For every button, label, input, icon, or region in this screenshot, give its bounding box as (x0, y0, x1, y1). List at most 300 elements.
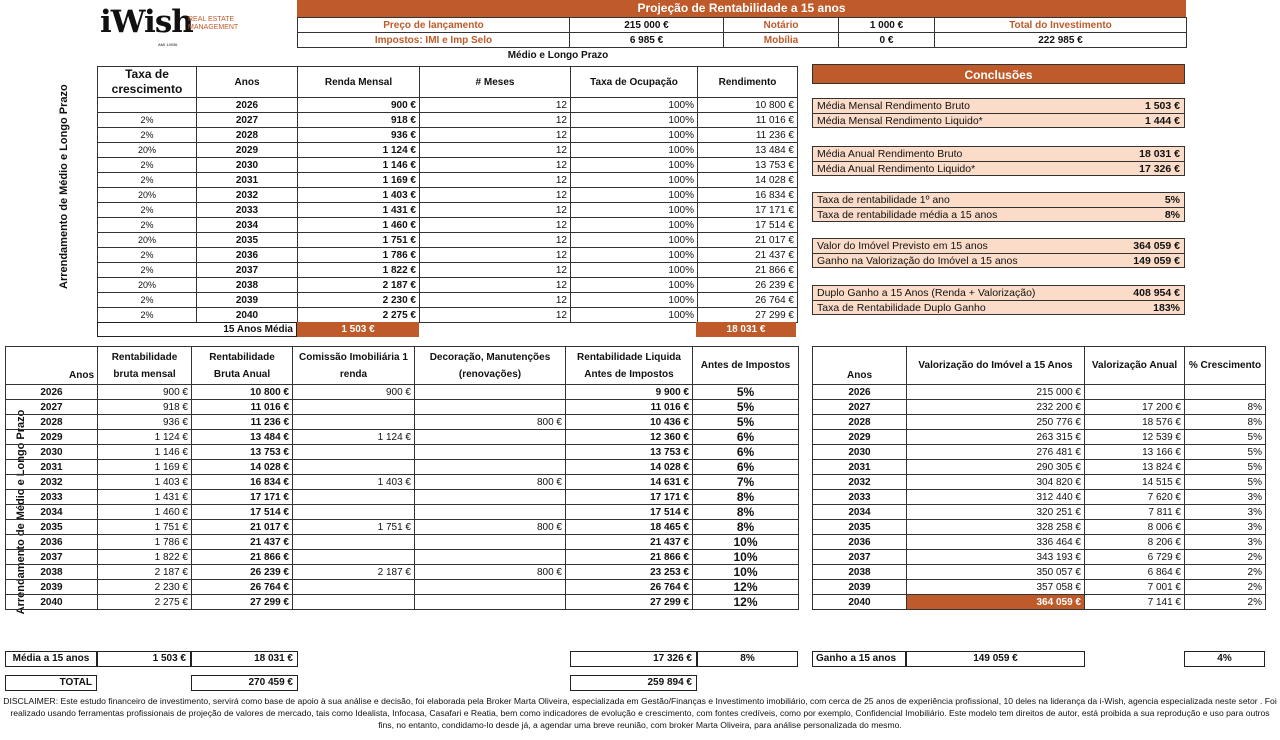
growth-rate-header: Taxa de crescimento (98, 67, 197, 98)
years-header: Anos (197, 67, 298, 98)
occupancy-cell: 100% (571, 143, 698, 158)
growth-rate-cell: 2% (98, 158, 197, 173)
growth-pct-cell: 2% (1185, 580, 1266, 595)
gross-annual-cell: 21 866 € (192, 550, 293, 565)
t3-row (813, 520, 1266, 535)
t1-row (98, 308, 798, 323)
occupancy-cell: 100% (571, 203, 698, 218)
gross-monthly-cell: 936 € (98, 415, 192, 430)
pct-before-tax-cell: 5% (693, 385, 799, 400)
commission-cell (293, 535, 415, 550)
monthly-rent-cell: 1 431 € (298, 203, 420, 218)
valuation-cell: 357 058 € (907, 580, 1085, 595)
conclusion-row (813, 253, 1184, 267)
valuation-header: Valorização do Imóvel a 15 Anos (907, 347, 1085, 385)
occupancy-cell: 100% (571, 278, 698, 293)
income-cell: 10 800 € (698, 98, 798, 113)
year-cell: 2031 (813, 460, 907, 475)
growth-rate-cell: 20% (98, 278, 197, 293)
investment-summary (297, 17, 1187, 48)
occupancy-cell: 100% (571, 113, 698, 128)
months-cell: 12 (420, 203, 571, 218)
growth-rate-cell: 2% (98, 128, 197, 143)
pct-before-tax-cell: 7% (693, 475, 799, 490)
commission-cell: 1 751 € (293, 520, 415, 535)
valuation-cell: 304 820 € (907, 475, 1085, 490)
conclusions-title: Conclusões (812, 64, 1185, 84)
growth-rate-cell (98, 98, 197, 113)
year-cell: 2032 (813, 475, 907, 490)
decoration-cell: 800 € (415, 565, 566, 580)
net-before-tax-cell: 23 253 € (566, 565, 693, 580)
pct-before-tax-cell: 10% (693, 565, 799, 580)
gross-annual-cell: 21 437 € (192, 535, 293, 550)
year-cell: 2026 (813, 385, 907, 400)
t3-row (813, 400, 1266, 415)
monthly-rent-cell: 1 169 € (298, 173, 420, 188)
income-cell: 21 437 € (698, 248, 798, 263)
total-net-before-tax: 259 894 € (570, 675, 697, 691)
monthly-rent-cell: 1 403 € (298, 188, 420, 203)
property-valuation-table (812, 346, 1266, 610)
commission-cell (293, 415, 415, 430)
conclusion-row (813, 193, 1184, 207)
months-cell: 12 (420, 98, 571, 113)
conclusion-value: 1 503 € (1144, 100, 1180, 112)
gross-annual-cell: 26 239 € (192, 565, 293, 580)
year-cell: 2035 (6, 520, 98, 535)
growth-rate-cell: 2% (98, 248, 197, 263)
annual-valuation-cell: 7 811 € (1085, 505, 1185, 520)
t3-row (813, 535, 1266, 550)
conclusion-group (812, 98, 1185, 128)
valuation-cell: 215 000 € (907, 385, 1085, 400)
months-cell: 12 (420, 218, 571, 233)
valuation-cell: 328 258 € (907, 520, 1085, 535)
year-cell: 2029 (813, 430, 907, 445)
income-cell: 13 484 € (698, 143, 798, 158)
gross-annual-cell: 11 016 € (192, 400, 293, 415)
valuation-cell: 364 059 € (907, 595, 1085, 610)
growth-pct-cell: 5% (1185, 475, 1266, 490)
gross-monthly-cell: 2 275 € (98, 595, 192, 610)
conclusion-label: Duplo Ganho a 15 Anos (Renda + Valorização) (817, 287, 1036, 299)
year-cell: 2032 (6, 475, 98, 490)
taxes-value: 6 985 € (570, 33, 724, 48)
year-cell: 2034 (813, 505, 907, 520)
t1-row (98, 233, 798, 248)
conclusion-label: Taxa de Rentabilidade Duplo Ganho (817, 302, 986, 314)
t3-row (813, 430, 1266, 445)
brand-logo (100, 4, 250, 46)
income-cell: 17 514 € (698, 218, 798, 233)
growth-rate-cell: 20% (98, 143, 197, 158)
gross-annual-cell: 13 484 € (192, 430, 293, 445)
disclaimer: DISCLAIMER: Este estudo financeiro de investimento, servirá como base de apoio à sua análise e decisão, foi elaborada pela Broker Marta Oliveira, especializada em Gestão/Finanças e Investimento imobiliário, com cerca de 25 anos de experiência profissional, 10 deles na liderança da i-Wish, agencia especializada neste setor . Foi realizado usando ferramentas profissionais de projeção de valores de mercado, tais como Idealista, Infocasa, Casafari e Reatia, bem como indicadores de evolução e crescimento, com fontes credíveis, como por exemplo, Confidencial Imobiliário. Este modelo tem direitos de autor, está proibida a sua reprodução e uso para outros fins, no entanto, condidamo-lo desde já, a agendar uma breve reunião, com broker Marta Oliveira, para análise personalizada do mesmo. (3, 696, 1277, 730)
year-cell: 2037 (197, 263, 298, 278)
annual-valuation-cell: 6 729 € (1085, 550, 1185, 565)
decoration-cell: 800 € (415, 520, 566, 535)
monthly-rent-cell: 900 € (298, 98, 420, 113)
t1-row (98, 128, 798, 143)
occupancy-cell: 100% (571, 248, 698, 263)
growth-pct-cell: 2% (1185, 565, 1266, 580)
net-before-tax-cell: 10 436 € (566, 415, 693, 430)
year-cell: 2031 (6, 460, 98, 475)
occupancy-cell: 100% (571, 188, 698, 203)
decoration-cell (415, 550, 566, 565)
valuation-cell: 350 057 € (907, 565, 1085, 580)
conclusion-group (812, 146, 1185, 176)
avg-gross-annual: 18 031 € (191, 651, 298, 667)
t3-row (813, 460, 1266, 475)
taxes-label: Impostos: IMI e Imp Selo (298, 33, 570, 48)
notary-label: Notário (724, 18, 839, 33)
year-cell: 2035 (197, 233, 298, 248)
months-cell: 12 (420, 158, 571, 173)
income-cell: 13 753 € (698, 158, 798, 173)
pct-before-tax-cell: 5% (693, 400, 799, 415)
t3-row (813, 415, 1266, 430)
months-cell: 12 (420, 188, 571, 203)
decoration-header: Decoração, Manutenções (renovações) (415, 347, 566, 385)
valuation-cell: 276 481 € (907, 445, 1085, 460)
annual-valuation-cell (1085, 385, 1185, 400)
growth-pct-cell (1185, 385, 1266, 400)
year-cell: 2027 (197, 113, 298, 128)
income-cell: 17 171 € (698, 203, 798, 218)
months-cell: 12 (420, 308, 571, 323)
year-cell: 2036 (813, 535, 907, 550)
logo-tagline: REAL ESTATE MANAGEMENT (188, 16, 239, 31)
gross-annual-header: Rentabilidade Bruta Anual (192, 347, 293, 385)
valuation-cell: 290 305 € (907, 460, 1085, 475)
t1-row (98, 248, 798, 263)
gross-annual-cell: 27 299 € (192, 595, 293, 610)
t2-row (6, 490, 799, 505)
conclusion-value: 1 444 € (1144, 115, 1180, 127)
t2-row (6, 475, 799, 490)
commission-cell (293, 550, 415, 565)
monthly-rent-cell: 2 275 € (298, 308, 420, 323)
year-cell: 2026 (197, 98, 298, 113)
annual-valuation-cell: 8 006 € (1085, 520, 1185, 535)
annual-valuation-cell: 8 206 € (1085, 535, 1185, 550)
year-cell: 2032 (197, 188, 298, 203)
gross-annual-cell: 26 764 € (192, 580, 293, 595)
logo-text: iWish (100, 4, 193, 40)
monthly-rent-cell: 1 751 € (298, 233, 420, 248)
year-cell: 2029 (6, 430, 98, 445)
avg-monthly-rent: 1 503 € (297, 322, 419, 337)
conclusion-label: Média Mensal Rendimento Bruto (817, 100, 970, 112)
commission-cell (293, 505, 415, 520)
furniture-value: 0 € (839, 33, 935, 48)
valuation-cell: 336 464 € (907, 535, 1085, 550)
year-cell: 2037 (6, 550, 98, 565)
t1-row (98, 218, 798, 233)
conclusion-value: 408 954 € (1133, 287, 1180, 299)
growth-pct-header: % Crescimento (1185, 347, 1266, 385)
net-before-tax-cell: 21 437 € (566, 535, 693, 550)
t3-years-header: Anos (813, 347, 907, 385)
commission-cell (293, 490, 415, 505)
conclusion-row (813, 113, 1184, 127)
year-cell: 2035 (813, 520, 907, 535)
gain-15y-pct: 4% (1184, 651, 1265, 667)
occupancy-cell: 100% (571, 263, 698, 278)
t2-years-header: Anos (6, 347, 98, 385)
monthly-rent-cell: 936 € (298, 128, 420, 143)
commission-cell (293, 580, 415, 595)
growth-rate-cell: 2% (98, 263, 197, 278)
commission-cell: 900 € (293, 385, 415, 400)
valuation-cell: 343 193 € (907, 550, 1085, 565)
net-before-tax-cell: 21 866 € (566, 550, 693, 565)
decoration-cell (415, 505, 566, 520)
t1-row (98, 188, 798, 203)
conclusion-group (812, 192, 1185, 222)
conclusion-value: 364 059 € (1133, 240, 1180, 252)
t2-row (6, 505, 799, 520)
t1-row (98, 173, 798, 188)
months-header: # Meses (420, 67, 571, 98)
income-cell: 26 239 € (698, 278, 798, 293)
total-gross-annual: 270 459 € (191, 675, 298, 691)
avg-annual-income: 18 031 € (696, 322, 796, 337)
pct-before-tax-cell: 6% (693, 445, 799, 460)
net-before-tax-cell: 13 753 € (566, 445, 693, 460)
t1-row (98, 113, 798, 128)
t2-row (6, 415, 799, 430)
t2-row (6, 430, 799, 445)
pct-before-tax-cell: 8% (693, 505, 799, 520)
t2-row (6, 520, 799, 535)
growth-rate-cell: 2% (98, 218, 197, 233)
conclusion-label: Média Anual Rendimento Bruto (817, 148, 963, 160)
gross-monthly-cell: 900 € (98, 385, 192, 400)
growth-pct-cell: 2% (1185, 595, 1266, 610)
conclusion-label: Valor do Imóvel Previsto em 15 anos (817, 240, 988, 252)
t3-row (813, 445, 1266, 460)
t3-row (813, 595, 1266, 610)
year-cell: 2030 (197, 158, 298, 173)
annual-valuation-cell: 7 141 € (1085, 595, 1185, 610)
conclusion-value: 8% (1164, 209, 1180, 221)
commission-cell (293, 400, 415, 415)
t2-row (6, 445, 799, 460)
income-cell: 21 017 € (698, 233, 798, 248)
t3-row (813, 580, 1266, 595)
net-before-tax-cell: 11 016 € (566, 400, 693, 415)
growth-pct-cell: 5% (1185, 430, 1266, 445)
decoration-cell (415, 385, 566, 400)
annual-valuation-cell: 17 200 € (1085, 400, 1185, 415)
annual-valuation-cell: 13 824 € (1085, 460, 1185, 475)
growth-rate-cell: 2% (98, 173, 197, 188)
t3-row (813, 385, 1266, 400)
t3-row (813, 550, 1266, 565)
growth-rate-cell: 2% (98, 113, 197, 128)
occupancy-cell: 100% (571, 173, 698, 188)
growth-rate-cell: 20% (98, 233, 197, 248)
t3-row (813, 490, 1266, 505)
gross-monthly-cell: 1 146 € (98, 445, 192, 460)
year-cell: 2039 (813, 580, 907, 595)
months-cell: 12 (420, 263, 571, 278)
t1-row (98, 278, 798, 293)
t1-row (98, 263, 798, 278)
year-cell: 2030 (6, 445, 98, 460)
year-cell: 2036 (197, 248, 298, 263)
gross-monthly-header: Rentabilidade bruta mensal (98, 347, 192, 385)
decoration-cell (415, 535, 566, 550)
gross-annual-cell: 14 028 € (192, 460, 293, 475)
decoration-cell: 800 € (415, 415, 566, 430)
avg-pct-before-tax: 8% (697, 651, 798, 667)
year-cell: 2028 (813, 415, 907, 430)
net-before-tax-cell: 14 631 € (566, 475, 693, 490)
growth-pct-cell: 3% (1185, 520, 1266, 535)
decoration-cell (415, 430, 566, 445)
occupancy-header: Taxa de Ocupação (571, 67, 698, 98)
year-cell: 2028 (6, 415, 98, 430)
launch-price: 215 000 € (570, 18, 724, 33)
growth-pct-cell: 5% (1185, 445, 1266, 460)
gross-monthly-cell: 918 € (98, 400, 192, 415)
avg-net-before-tax: 17 326 € (570, 651, 697, 667)
side-label-bottom: Arrendamento de Médio e Longo Prazo (15, 409, 27, 615)
t2-row (6, 460, 799, 475)
income-cell: 14 028 € (698, 173, 798, 188)
gross-monthly-cell: 1 169 € (98, 460, 192, 475)
gross-monthly-cell: 1 460 € (98, 505, 192, 520)
t2-row (6, 580, 799, 595)
growth-pct-cell: 2% (1185, 550, 1266, 565)
net-before-tax-cell: 9 900 € (566, 385, 693, 400)
t1-row (98, 143, 798, 158)
year-cell: 2038 (6, 565, 98, 580)
side-label-top: Arrendamento de Médio e Longo Prazo (58, 84, 70, 289)
t2-row (6, 385, 799, 400)
decoration-cell (415, 460, 566, 475)
avg-gross-monthly: 1 503 € (97, 651, 191, 667)
pct-before-tax-cell: 8% (693, 490, 799, 505)
monthly-rent-cell: 1 460 € (298, 218, 420, 233)
net-before-tax-cell: 26 764 € (566, 580, 693, 595)
gain-15y-value: 149 059 € (906, 651, 1085, 667)
months-cell: 12 (420, 278, 571, 293)
gross-annual-cell: 11 236 € (192, 415, 293, 430)
decoration-cell (415, 580, 566, 595)
growth-rate-cell: 2% (98, 293, 197, 308)
t3-row (813, 475, 1266, 490)
gross-monthly-cell: 1 431 € (98, 490, 192, 505)
monthly-rent-cell: 1 786 € (298, 248, 420, 263)
total-investment-label: Total do Investimento (935, 18, 1187, 33)
pct-before-tax-cell: 10% (693, 550, 799, 565)
year-cell: 2034 (6, 505, 98, 520)
pct-before-tax-cell: 5% (693, 415, 799, 430)
conclusion-label: Média Anual Rendimento Liquido* (817, 163, 976, 175)
net-return-table (5, 346, 799, 610)
commission-cell: 1 124 € (293, 430, 415, 445)
occupancy-cell: 100% (571, 233, 698, 248)
rent-projection-table (97, 66, 798, 323)
growth-pct-cell: 8% (1185, 415, 1266, 430)
t2-row (6, 595, 799, 610)
year-cell: 2033 (813, 490, 907, 505)
t1-row (98, 203, 798, 218)
year-cell: 2031 (197, 173, 298, 188)
notary-value: 1 000 € (839, 18, 935, 33)
commission-cell: 1 403 € (293, 475, 415, 490)
pct-before-tax-cell: 12% (693, 595, 799, 610)
commission-cell (293, 445, 415, 460)
year-cell: 2040 (813, 595, 907, 610)
decoration-cell (415, 595, 566, 610)
conclusion-group (812, 238, 1185, 268)
year-cell: 2033 (197, 203, 298, 218)
year-cell: 2027 (6, 400, 98, 415)
conclusion-group (812, 285, 1185, 315)
gross-monthly-cell: 1 403 € (98, 475, 192, 490)
year-cell: 2038 (197, 278, 298, 293)
net-before-tax-cell: 17 514 € (566, 505, 693, 520)
occupancy-cell: 100% (571, 293, 698, 308)
growth-pct-cell: 8% (1185, 400, 1266, 415)
year-cell: 2039 (197, 293, 298, 308)
valuation-cell: 232 200 € (907, 400, 1085, 415)
conclusion-row (813, 207, 1184, 221)
t2-row (6, 550, 799, 565)
total-label: TOTAL (5, 675, 97, 691)
conclusion-row (813, 99, 1184, 113)
pct-before-tax-cell: 6% (693, 430, 799, 445)
months-cell: 12 (420, 293, 571, 308)
net-before-tax-cell: 14 028 € (566, 460, 693, 475)
furniture-label: Mobília (724, 33, 839, 48)
section-subtitle: Médio e Longo Prazo (507, 50, 609, 61)
growth-pct-cell: 3% (1185, 490, 1266, 505)
year-cell: 2028 (197, 128, 298, 143)
t3-row (813, 505, 1266, 520)
months-cell: 12 (420, 233, 571, 248)
growth-pct-cell: 3% (1185, 505, 1266, 520)
annual-valuation-cell: 6 864 € (1085, 565, 1185, 580)
growth-pct-cell: 5% (1185, 460, 1266, 475)
year-cell: 2029 (197, 143, 298, 158)
valuation-cell: 312 440 € (907, 490, 1085, 505)
conclusion-label: Média Mensal Rendimento Liquido* (817, 115, 983, 127)
year-cell: 2033 (6, 490, 98, 505)
year-cell: 2040 (6, 595, 98, 610)
conclusion-value: 18 031 € (1139, 148, 1180, 160)
year-cell: 2040 (197, 308, 298, 323)
year-cell: 2036 (6, 535, 98, 550)
net-before-tax-cell: 27 299 € (566, 595, 693, 610)
gross-annual-cell: 16 834 € (192, 475, 293, 490)
occupancy-cell: 100% (571, 218, 698, 233)
occupancy-cell: 100% (571, 158, 698, 173)
conclusion-row (813, 147, 1184, 161)
growth-rate-cell: 2% (98, 203, 197, 218)
annual-valuation-header: Valorização Anual (1085, 347, 1185, 385)
decoration-cell (415, 490, 566, 505)
decoration-cell: 800 € (415, 475, 566, 490)
monthly-rent-cell: 1 822 € (298, 263, 420, 278)
months-cell: 12 (420, 143, 571, 158)
